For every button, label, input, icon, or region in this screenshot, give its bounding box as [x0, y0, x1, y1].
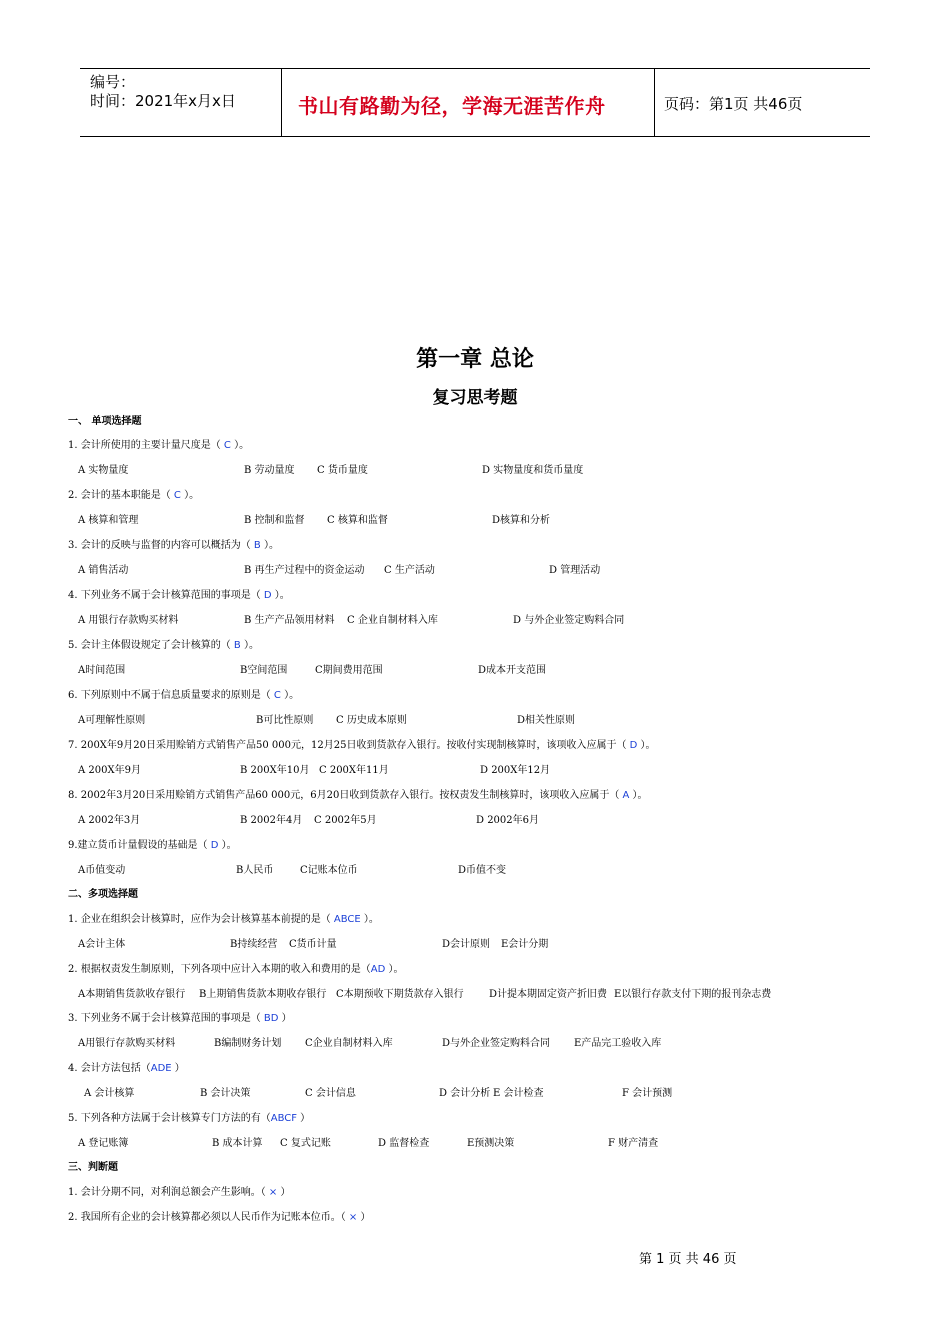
option: C期间费用范围	[315, 665, 383, 676]
option: F 财产清查	[608, 1138, 659, 1149]
answer: AD	[370, 964, 386, 975]
question: 6. 下列原则中不属于信息质量要求的原则是（ C ）。	[68, 690, 300, 701]
option: B 控制和监督	[244, 515, 305, 526]
option: C本期预收下期货款存入银行	[336, 989, 464, 1000]
option: C 200X年11月	[319, 765, 389, 776]
answer: B	[233, 640, 241, 651]
option: A 核算和管理	[78, 515, 139, 526]
option: A 实物量度	[78, 465, 129, 476]
option: A 用银行存款购买材料	[78, 615, 179, 626]
option: D会计原则	[442, 939, 491, 950]
answer: D	[629, 740, 638, 751]
page-info: 页码：第1页 共46页	[664, 95, 803, 113]
chapter-subtitle: 复习思考题	[432, 388, 518, 408]
option: C 核算和监督	[327, 515, 388, 526]
option: B编制财务计划	[214, 1038, 282, 1049]
option: A用银行存款购买材料	[78, 1038, 176, 1049]
option: A币值变动	[78, 865, 126, 876]
option: E预测决策	[467, 1138, 515, 1149]
option: A会计主体	[78, 939, 126, 950]
option: B 生产产品领用材料	[244, 615, 335, 626]
section-heading-single: 一、 单项选择题	[68, 416, 142, 427]
section-heading-multi: 二、多项选择题	[68, 889, 138, 900]
question: 2. 会计的基本职能是（ C ）。	[68, 490, 200, 501]
option: D 管理活动	[549, 565, 601, 576]
answer: ×	[268, 1187, 278, 1198]
option: D 实物量度和货币量度	[482, 465, 584, 476]
answer: ABCF	[270, 1113, 297, 1124]
option: B 会计决策	[200, 1088, 251, 1099]
option: C 企业自制材料入库	[347, 615, 438, 626]
option: C 复式记账	[280, 1138, 331, 1149]
option: B 2002年4月	[240, 815, 303, 826]
question: 8. 2002年3月20日采用赊销方式销售产品60 000元，6月20日收到货款存入银行。按权责发生制核算时，该项收入应属于（ A ）。	[68, 790, 648, 801]
option: D相关性原则	[517, 715, 576, 726]
header-top-rule	[80, 68, 870, 69]
option: A可理解性原则	[78, 715, 146, 726]
option: B 再生产过程中的资金运动	[244, 565, 365, 576]
question: 3. 会计的反映与监督的内容可以概括为（ B ）。	[68, 540, 279, 551]
question: 4. 会计方法包括（ADE ）	[68, 1063, 185, 1074]
option: B 成本计算	[212, 1138, 263, 1149]
option: A本期销售货款收存银行	[78, 989, 186, 1000]
answer: ×	[348, 1212, 358, 1223]
option: A时间范围	[78, 665, 126, 676]
answer: BD	[263, 1013, 279, 1024]
option: D币值不变	[458, 865, 507, 876]
question: 2. 根据权责发生制原则，下列各项中应计入本期的收入和费用的是（AD ）。	[68, 964, 404, 975]
option: A 200X年9月	[78, 765, 141, 776]
header-divider-right	[654, 68, 655, 136]
header-bottom-rule	[80, 136, 870, 137]
option: C 历史成本原则	[336, 715, 407, 726]
question: 2. 我国所有企业的会计核算都必须以人民币作为记账本位币。（ × ）	[68, 1212, 371, 1223]
option: D 监督检查	[378, 1138, 430, 1149]
question: 7. 200X年9月20日采用赊销方式销售产品50 000元，12月25日收到货款存入银行。按收付实现制核算时，该项收入应属于（ D ）。	[68, 740, 656, 751]
option: A 会计核算	[84, 1088, 135, 1099]
answer: C	[173, 490, 181, 501]
answer: ABCE	[333, 914, 361, 925]
header-divider-left	[281, 68, 282, 136]
option: C企业自制材料入库	[305, 1038, 393, 1049]
motto: 书山有路勤为径，学海无涯苦作舟	[298, 94, 606, 118]
option: C 2002年5月	[314, 815, 377, 826]
answer: B	[253, 540, 261, 551]
option: D核算和分析	[492, 515, 551, 526]
answer: D	[210, 840, 219, 851]
option: C货币计量	[289, 939, 337, 950]
option: B 劳动量度	[244, 465, 295, 476]
option: D 200X年12月	[480, 765, 551, 776]
option: F 会计预测	[622, 1088, 673, 1099]
option: C 生产活动	[384, 565, 435, 576]
option: C记账本位币	[300, 865, 358, 876]
number-label: 编号：	[90, 73, 136, 91]
question: 5. 下列各种方法属于会计核算专门方法的有（ABCF ）	[68, 1113, 311, 1124]
option: A 2002年3月	[78, 815, 141, 826]
question: 9.建立货币计量假设的基础是（ D ）。	[68, 840, 237, 851]
option: A 登记账簿	[78, 1138, 129, 1149]
option: E以银行存款支付下期的报刊杂志费	[614, 989, 772, 1000]
page-footer: 第 1 页 共 46 页	[639, 1252, 737, 1267]
chapter-title: 第一章 总论	[416, 347, 534, 372]
option: E产品完工验收入库	[574, 1038, 662, 1049]
question: 1. 会计所使用的主要计量尺度是（ C ）。	[68, 440, 250, 451]
answer: A	[622, 790, 630, 801]
option: E会计分期	[501, 939, 549, 950]
option: D 与外企业签定购料合同	[513, 615, 625, 626]
option: B可比性原则	[256, 715, 314, 726]
option: D与外企业签定购料合同	[442, 1038, 551, 1049]
question: 5. 会计主体假设规定了会计核算的（ B ）。	[68, 640, 259, 651]
question: 1. 企业在组织会计核算时，应作为会计核算基本前提的是（ ABCE ）。	[68, 914, 379, 925]
option: B人民币	[236, 865, 274, 876]
section-heading-judge: 三、判断题	[68, 1162, 118, 1173]
option: D 2002年6月	[476, 815, 540, 826]
option: A 销售活动	[78, 565, 129, 576]
option: D成本开支范围	[478, 665, 547, 676]
question: 4. 下列业务不属于会计核算范围的事项是（ D ）。	[68, 590, 290, 601]
option: D 会计分析	[439, 1088, 491, 1099]
option: C 货币量度	[317, 465, 368, 476]
option: E 会计检查	[493, 1088, 544, 1099]
option: B空间范围	[240, 665, 288, 676]
answer: ADE	[150, 1063, 172, 1074]
option: D计提本期固定资产折旧费	[489, 989, 608, 1000]
option: C 会计信息	[305, 1088, 356, 1099]
option: B持续经营	[230, 939, 278, 950]
option: B 200X年10月	[240, 765, 310, 776]
question: 1. 会计分期不同，对利润总额会产生影响。（ × ）	[68, 1187, 291, 1198]
question: 3. 下列业务不属于会计核算范围的事项是（ BD ）	[68, 1013, 292, 1024]
answer: D	[263, 590, 272, 601]
option: B上期销售货款本期收存银行	[199, 989, 327, 1000]
answer: C	[223, 440, 231, 451]
answer: C	[273, 690, 281, 701]
time-label: 时间：2021年x月x日	[90, 92, 236, 110]
